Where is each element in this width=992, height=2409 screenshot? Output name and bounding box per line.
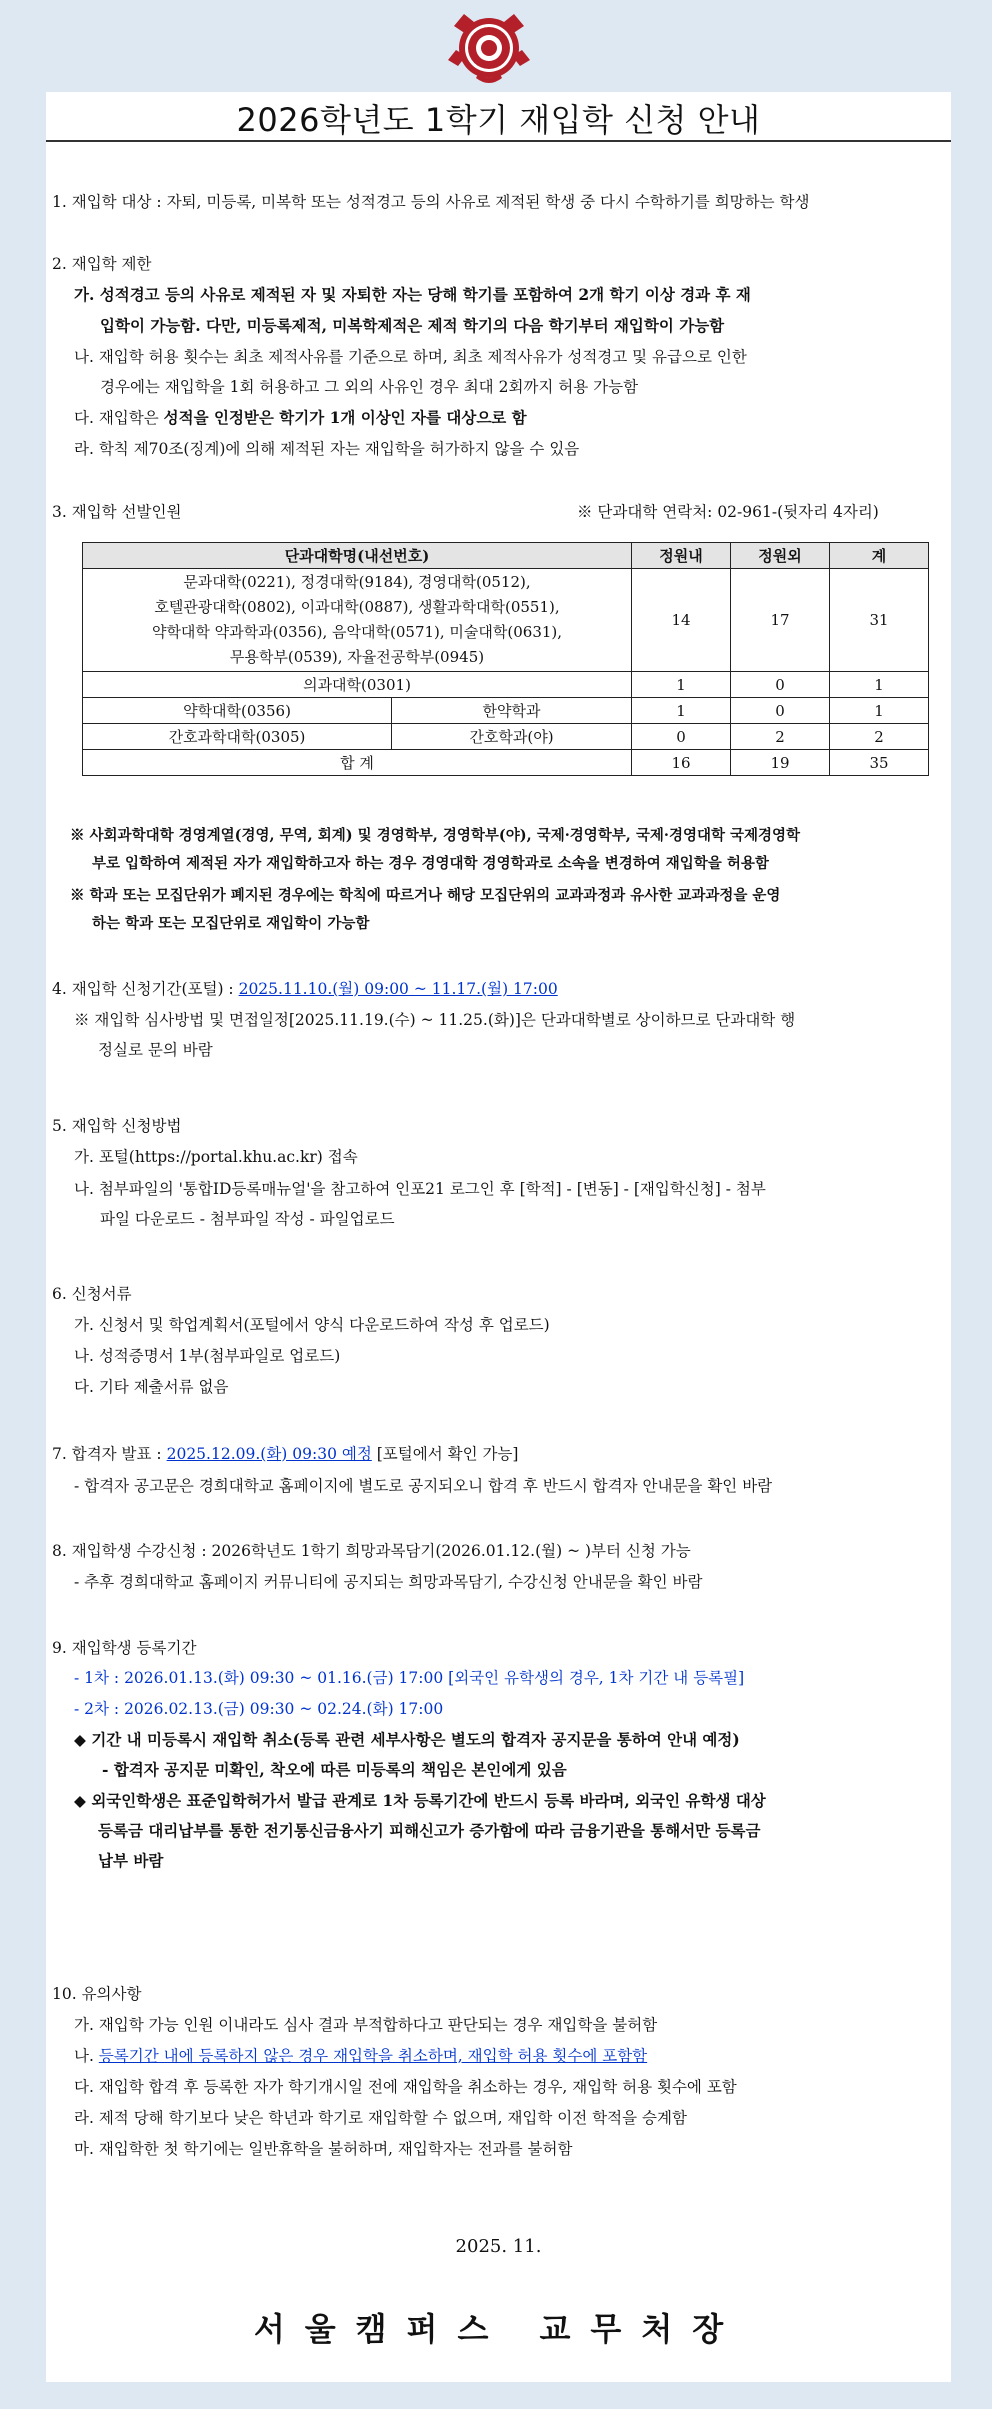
table-cell: 2 — [830, 724, 929, 750]
section-9-round-1: - 1차 : 2026.01.13.(화) 09:30 ~ 01.16.(금) 17:00 [외국인 유학생의 경우, 1차 기간 내 등록필] — [74, 1669, 745, 1687]
section-8-note: - 추후 경희대학교 홈페이지 커뮤니티에 공지되는 희망과목담기, 수강신청 안내문을 확인 바람 — [74, 1573, 703, 1591]
table-cell: 0 — [632, 724, 731, 750]
section-10-item-ma: 마. 재입학한 첫 학기에는 일반휴학을 불허하며, 재입학자는 전과를 불허함 — [74, 2140, 573, 2158]
section-9-note-1: ◆ 기간 내 미등록시 재입학 취소(등록 관련 세부사항은 별도의 합격자 공지문을 통하여 안내 예정) — [74, 1730, 740, 1749]
section-3-note-2-line1: ※ 학과 또는 모집단위가 폐지된 경우에는 학칙에 따르거나 해당 모집단위의 교과과정과 유사한 교과과정을 운영 — [70, 887, 781, 904]
table-cell: 1 — [632, 698, 731, 724]
registration-cancel-warning: 등록기간 내에 등록하지 않은 경우 재입학을 취소하며, 재입학 허용 횟수에 포함함 — [98, 2047, 648, 2065]
section-6-item-ga: 가. 신청서 및 학업계획서(포털에서 양식 다운로드하여 작성 후 업로드) — [74, 1316, 550, 1334]
table-cell: 합 계 — [83, 750, 632, 776]
table-cell: 한약학과 — [392, 698, 632, 724]
table-row — [83, 724, 929, 750]
section-9-note-2-line3: 납부 바람 — [98, 1851, 164, 1870]
notice-document — [46, 92, 951, 2382]
table-cell: 1 — [830, 672, 929, 698]
table-row — [83, 672, 929, 698]
section-9-heading: 9. 재입학생 등록기간 — [52, 1639, 197, 1657]
university-emblem-icon — [446, 4, 532, 90]
table-cell: 0 — [731, 698, 830, 724]
section-2-item-na-line2: 경우에는 재입학을 1회 허용하고 그 외의 사유인 경우 최대 2회까지 허용 가능함 — [100, 378, 639, 396]
college-list-cell — [83, 569, 632, 672]
college-list-line: 약학대학 약과학과(0356), 음악대학(0571), 미술대학(0631), — [151, 623, 563, 641]
section-9-note-1-sub: - 합격자 공지문 미확인, 착오에 따른 미등록의 책임은 본인에게 있음 — [102, 1760, 567, 1779]
table-header-college: 단과대학명(내선번호) — [83, 543, 632, 569]
college-list-line: 호텔관광대학(0802), 이과대학(0887), 생활과학대학(0551), — [154, 598, 560, 616]
section-5-heading: 5. 재입학 신청방법 — [52, 1117, 182, 1135]
table-cell: 16 — [632, 750, 731, 776]
table-cell: 1 — [830, 698, 929, 724]
table-header-total: 계 — [830, 543, 929, 569]
section-2-item-na-line1: 나. 재입학 허용 횟수는 최초 제적사유를 기준으로 하며, 최초 제적사유가 성적경고 및 유급으로 인한 — [74, 348, 747, 366]
section-6-heading: 6. 신청서류 — [52, 1285, 132, 1303]
section-7-note: - 합격자 공고문은 경희대학교 홈페이지에 별도로 공지되오니 합격 후 반드시 합격자 안내문을 확인 바람 — [74, 1477, 773, 1495]
section-10-heading: 10. 유의사항 — [52, 1985, 142, 2003]
section-1-eligibility: 1. 재입학 대상 : 자퇴, 미등록, 미복학 또는 성적경고 등의 사유로 제적된 학생 중 다시 수학하기를 희망하는 학생 — [52, 193, 810, 211]
table-cell: 약학대학(0356) — [83, 698, 392, 724]
section-10-item-ra: 라. 제적 당해 학기보다 낮은 학년과 학기로 재입학할 수 없으며, 재입학 이전 학적을 승계함 — [74, 2109, 687, 2127]
issuer-signature: 서울캠퍼스 교무처장 — [253, 2310, 744, 2348]
section-4-application-period: 4. 재입학 신청기간(포털) : 2025.11.10.(월) 09:00 ~ 11.17.(월) 17:00 — [52, 980, 558, 998]
college-list-line: 문과대학(0221), 정경대학(9184), 경영대학(0512), — [183, 573, 531, 591]
section-8-registration-courses: 8. 재입학생 수강신청 : 2026학년도 1학기 희망과목담기(2026.01.12.(월) ~ )부터 신청 가능 — [52, 1542, 691, 1560]
table-cell: 1 — [632, 672, 731, 698]
section-6-item-da: 다. 기타 제출서류 없음 — [74, 1378, 229, 1396]
table-cell: 17 — [731, 569, 830, 672]
section-10-item-da: 다. 재입학 합격 후 등록한 자가 학기개시일 전에 재입학을 취소하는 경우, 재입학 허용 횟수에 포함 — [74, 2078, 737, 2096]
page-title: 2026학년도 1학기 재입학 신청 안내 — [236, 101, 761, 139]
table-cell: 0 — [731, 672, 830, 698]
section-4-note-line1: ※ 재입학 심사방법 및 면접일정[2025.11.19.(수) ~ 11.25.(화)]은 단과대학별로 상이하므로 단과대학 행 — [74, 1011, 796, 1029]
table-cell: 의과대학(0301) — [83, 672, 632, 698]
section-9-note-2-line2: 등록금 대리납부를 통한 전기통신금융사기 피해신고가 증가함에 따라 금융기관을 통해서만 등록금 — [98, 1821, 761, 1840]
table-cell: 간호학과(야) — [392, 724, 632, 750]
section-2-item-ra: 라. 학칙 제70조(징계)에 의해 제적된 자는 재입학을 허가하지 않을 수 있음 — [74, 440, 580, 458]
table-cell: 19 — [731, 750, 830, 776]
section-2-item-ga-line2: 입학이 가능함. 다만, 미등록제적, 미복학제적은 제적 학기의 다음 학기부터 재입학이 가능함 — [100, 316, 725, 335]
table-cell: 2 — [731, 724, 830, 750]
section-3-note-1-line1: ※ 사회과학대학 경영계열(경영, 무역, 회계) 및 경영학부, 경영학부(야), 국제·경영학부, 국제·경영대학 국제경영학 — [70, 827, 801, 844]
section-6-item-na: 나. 성적증명서 1부(첨부파일로 업로드) — [74, 1347, 341, 1365]
table-header-in-quota: 정원내 — [632, 543, 731, 569]
table-cell: 35 — [830, 750, 929, 776]
title-divider — [46, 140, 951, 142]
section-10-item-na: 나. 등록기간 내에 등록하지 않은 경우 재입학을 취소하며, 재입학 허용 횟수에 포함함 — [74, 2047, 648, 2065]
section-2-item-da: 다. 재입학은 성적을 인정받은 학기가 1개 이상인 자를 대상으로 함 — [74, 408, 527, 427]
application-period-dates: 2025.11.10.(월) 09:00 ~ 11.17.(월) 17:00 — [238, 980, 558, 998]
section-5-item-na-line2: 파일 다운로드 - 첨부파일 작성 - 파일업로드 — [100, 1210, 395, 1228]
section-2-heading: 2. 재입학 제한 — [52, 255, 152, 273]
section-5-item-na-line1: 나. 첨부파일의 '통합ID등록매뉴얼'을 참고하여 인포21 로그인 후 [학적] - [변동] - [재입학신청] - 첨부 — [74, 1180, 766, 1198]
section-5-item-ga: 가. 포털(https://portal.khu.ac.kr) 접속 — [74, 1148, 358, 1166]
section-9-note-2-line1: ◆ 외국인학생은 표준입학허가서 발급 관계로 1차 등록기간에 반드시 등록 바라며, 외국인 유학생 대상 — [74, 1791, 766, 1810]
college-contact-note: ※ 단과대학 연락처: 02-961-(뒷자리 4자리) — [577, 503, 879, 521]
section-10-item-ga: 가. 재입학 가능 인원 이내라도 심사 결과 부적합하다고 판단되는 경우 재입학을 불허함 — [74, 2016, 658, 2034]
section-2-item-ga-line1: 가. 성적경고 등의 사유로 제적된 자 및 자퇴한 자는 당해 학기를 포함하여 2개 학기 이상 경과 후 재 — [74, 285, 751, 304]
table-header-extra-quota: 정원외 — [731, 543, 830, 569]
table-cell: 31 — [830, 569, 929, 672]
table-row — [83, 698, 929, 724]
issue-date: 2025. 11. — [455, 2236, 542, 2257]
section-3-note-1-line2: 부로 입학하여 제적된 자가 재입학하고자 하는 경우 경영대학 경영학과로 소속을 변경하여 재입학을 허용함 — [92, 855, 769, 872]
table-cell: 14 — [632, 569, 731, 672]
quota-table — [82, 542, 929, 776]
section-3-note-2-line2: 하는 학과 또는 모집단위로 재입학이 가능함 — [92, 915, 370, 932]
section-3-heading: 3. 재입학 선발인원 — [52, 503, 182, 521]
section-9-round-2: - 2차 : 2026.02.13.(금) 09:30 ~ 02.24.(화) 17:00 — [74, 1700, 444, 1718]
section-7-announcement: 7. 합격자 발표 : 2025.12.09.(화) 09:30 예정 [포털에서 확인 가능] — [52, 1445, 519, 1463]
table-cell: 간호과학대학(0305) — [83, 724, 392, 750]
college-list-line: 무용학부(0539), 자율전공학부(0945) — [229, 648, 485, 666]
table-total-row — [83, 750, 929, 776]
table-header-row — [83, 543, 929, 569]
table-row — [83, 569, 929, 672]
announcement-date: 2025.12.09.(화) 09:30 예정 — [166, 1445, 372, 1463]
section-4-note-line2: 정실로 문의 바람 — [98, 1041, 213, 1059]
